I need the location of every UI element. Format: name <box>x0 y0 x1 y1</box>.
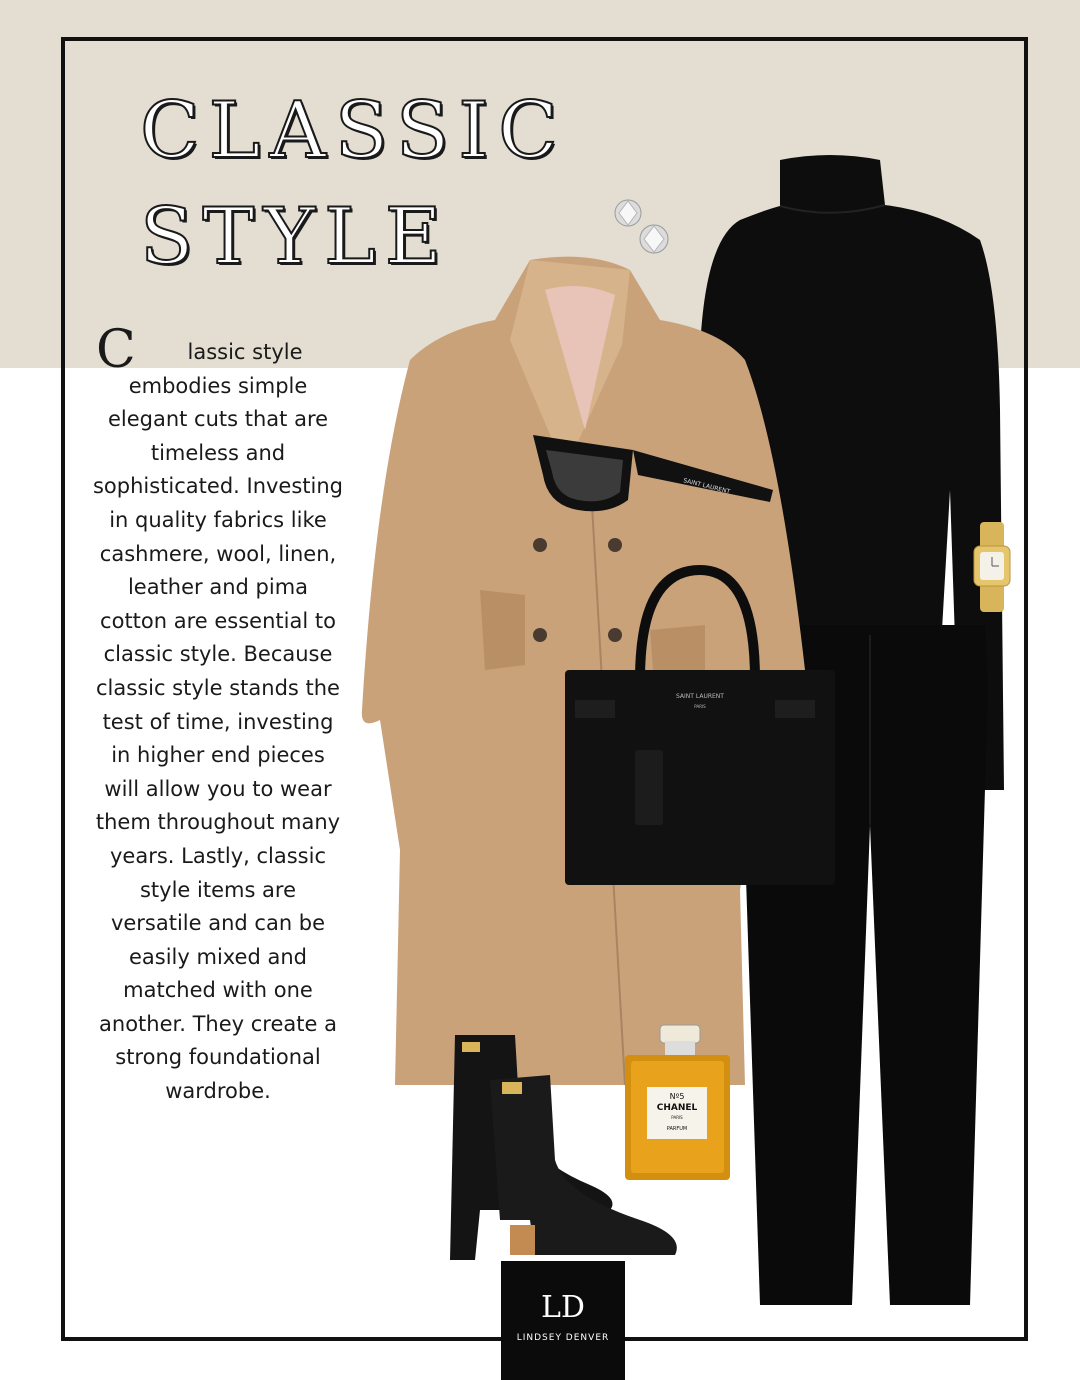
ld-monogram-icon <box>501 1285 625 1325</box>
body-text: lassic style embodies simple elegant cuts that are timeless and sophisticated. Investing in quality fabrics like cashmere, wool, linen, leather and pima cotton are essential to classic style. Because classic style stands the test of time, investing in higher end pieces will allow you to wear them throughout many years. Lastly, classic style items are versatile and can be easily mixed and matched with one another. They create a strong foundational wardrobe. <box>92 340 344 1104</box>
gold-watch <box>972 522 1012 612</box>
lindsey-denver-logo[interactable] <box>501 1261 625 1380</box>
perfume-number: Nº5 <box>669 1092 685 1101</box>
logo-monogram: LD <box>541 1290 585 1325</box>
title-line-1: CLASSIC <box>140 86 567 176</box>
bag-brand: SAINT LAURENT <box>676 693 724 700</box>
diamond-earrings <box>610 195 675 260</box>
bag-brand-sub: PARIS <box>694 704 706 709</box>
body-paragraph <box>92 336 344 1109</box>
perfume-brand: CHANEL <box>656 1103 698 1113</box>
body-dropcap: C <box>96 320 136 380</box>
black-cat-eye-sunglasses <box>528 430 778 520</box>
perfume-city: PARIS <box>671 1115 683 1120</box>
perfume-type: PARFUM <box>666 1126 688 1132</box>
chanel-no5-perfume <box>625 1025 730 1180</box>
black-leather-tote-bag <box>560 570 840 890</box>
logo-name: LINDSEY DENVER <box>516 1333 610 1343</box>
title-line-2: STYLE <box>140 192 451 282</box>
sunglasses-brand: SAINT LAURENT <box>682 477 731 496</box>
